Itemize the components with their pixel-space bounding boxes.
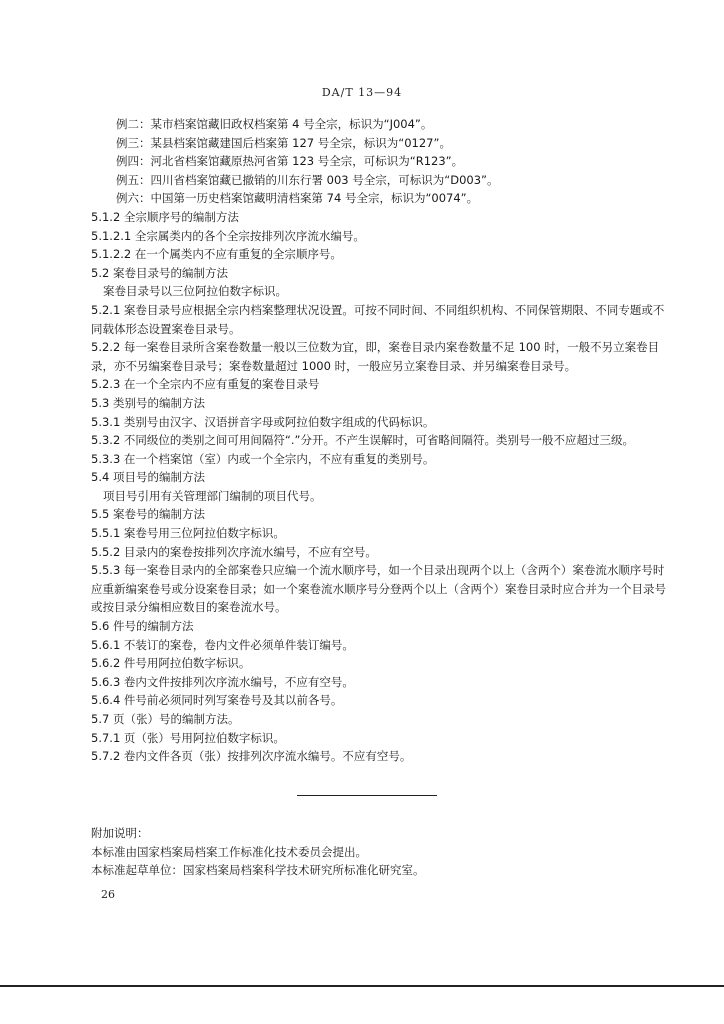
clause-line: 5.7.2 卷内文件各页（张）按排列次序流水编号。不应有空号。: [91, 749, 412, 764]
clause-line: 5.6.4 件号前必须同时列写案卷号及其以前各号。: [91, 693, 343, 708]
example-line: 例二：某市档案馆藏旧政权档案第 4 号全宗，标识为“J004”。: [116, 117, 433, 131]
example-line: 例三：某县档案馆藏建国后档案第 127 号全宗，标识为“0127”。: [116, 135, 451, 150]
notes-title: 附加说明：: [91, 826, 149, 840]
clause-line: 5.5.2 目录内的案卷按排列次序流水编号，不应有空号。: [91, 544, 377, 559]
clause-paragraph: 5.2.1 案卷目录号应根据全宗内档案整理状况设置。可按不同时间、不同组织机构、不同保管期限、不同专题或不同载体形态设置案卷目录号。: [91, 302, 665, 336]
clause-paragraph: 5.5.3 每一案卷目录内的全部案卷只应编一个流水顺序号，如一个目录出现两个以上（含两个）案卷流水顺序号时应重新编案卷号或分设案卷目录；如一个案卷流水顺序号分登两个以上（含两个）案卷目录时应合并为一个目录号或按目录分编相应数目的案卷流水号。: [91, 563, 666, 615]
clause-line: 5.3.1 类别号由汉字、汉语拼音字母或阿拉伯数字组成的代码标识。: [91, 414, 435, 429]
clause-line: 5.2.3 在一个全宗内不应有重复的案卷目录号: [91, 377, 320, 392]
section-heading: 5.6 件号的编制方法: [91, 619, 194, 634]
additional-notes: [91, 824, 667, 880]
notes-line: 本标准起草单位：国家档案局档案科学技术研究所标准化研究室。: [91, 863, 425, 878]
scan-edge-line: [0, 985, 724, 987]
clause-line: 5.6.2 件号用阿拉伯数字标识。: [91, 656, 251, 671]
clause-line: 5.6.1 不装订的案卷，卷内文件必须单件装订编号。: [91, 637, 354, 652]
section-heading: 5.3 类别号的编制方法: [91, 395, 205, 410]
example-line: 例四：河北省档案馆藏原热河省第 123 号全宗，可标识为“R123”。: [116, 154, 464, 169]
clause-paragraph: 5.2.2 每一案卷目录所含案卷数量一般以三位数为宜，即，案卷目录内案卷数量不足 100 时，一般不另立案卷目录，亦不另编案卷目录号；案卷数量超过 1000 时，一般应另立案卷目录、并另编案卷目录号。: [91, 340, 660, 373]
document-body: [91, 115, 667, 766]
clause-line: 5.1.2.2 在一个属类内不应有重复的全宗顺序号。: [91, 247, 342, 262]
page-number: 26: [101, 888, 115, 901]
section-heading: 5.1.2 全宗顺序号的编制方法: [91, 209, 239, 224]
section-heading: 5.7 页（张）号的编制方法。: [91, 712, 240, 726]
section-heading: 5.4 项目号的编制方法: [91, 470, 205, 485]
section-heading: 5.5 案卷号的编制方法: [91, 507, 205, 522]
clause-line: 5.7.1 页（张）号用阿拉伯数字标识。: [91, 730, 285, 745]
clause-line: 5.6.3 卷内文件按排列次序流水编号，不应有空号。: [91, 674, 354, 689]
notes-line: 本标准由国家档案局档案工作标准化技术委员会提出。: [91, 844, 367, 859]
end-divider: [297, 795, 437, 796]
clause-line: 5.5.1 案卷号用三位阿拉伯数字标识。: [91, 526, 285, 541]
clause-line: 案卷目录号以三位阿拉伯数字标识。: [103, 284, 287, 299]
example-line: 例五：四川省档案馆藏已撤销的川东行署 003 号全宗，可标识为“D003”。: [116, 172, 499, 187]
example-line: 例六：中国第一历史档案馆藏明清档案第 74 号全宗，标识为“0074”。: [116, 191, 479, 206]
clause-line: 项目号引用有关管理部门编制的项目代号。: [103, 488, 322, 503]
document-code-header: DA/T 13—94: [321, 86, 403, 99]
clause-line: 5.1.2.1 全宗属类内的各个全宗按排列次序流水编号。: [91, 228, 365, 243]
clause-paragraph: 5.3.2 不同级位的类别之间可用间隔符“.”分开。不产生误解时，可省略间隔符。类别号一般不应超过三级。: [91, 433, 634, 448]
clause-line: 5.3.3 在一个档案馆（室）内或一个全宗内，不应有重复的类别号。: [91, 451, 435, 466]
section-heading: 5.2 案卷目录号的编制方法: [91, 265, 228, 280]
